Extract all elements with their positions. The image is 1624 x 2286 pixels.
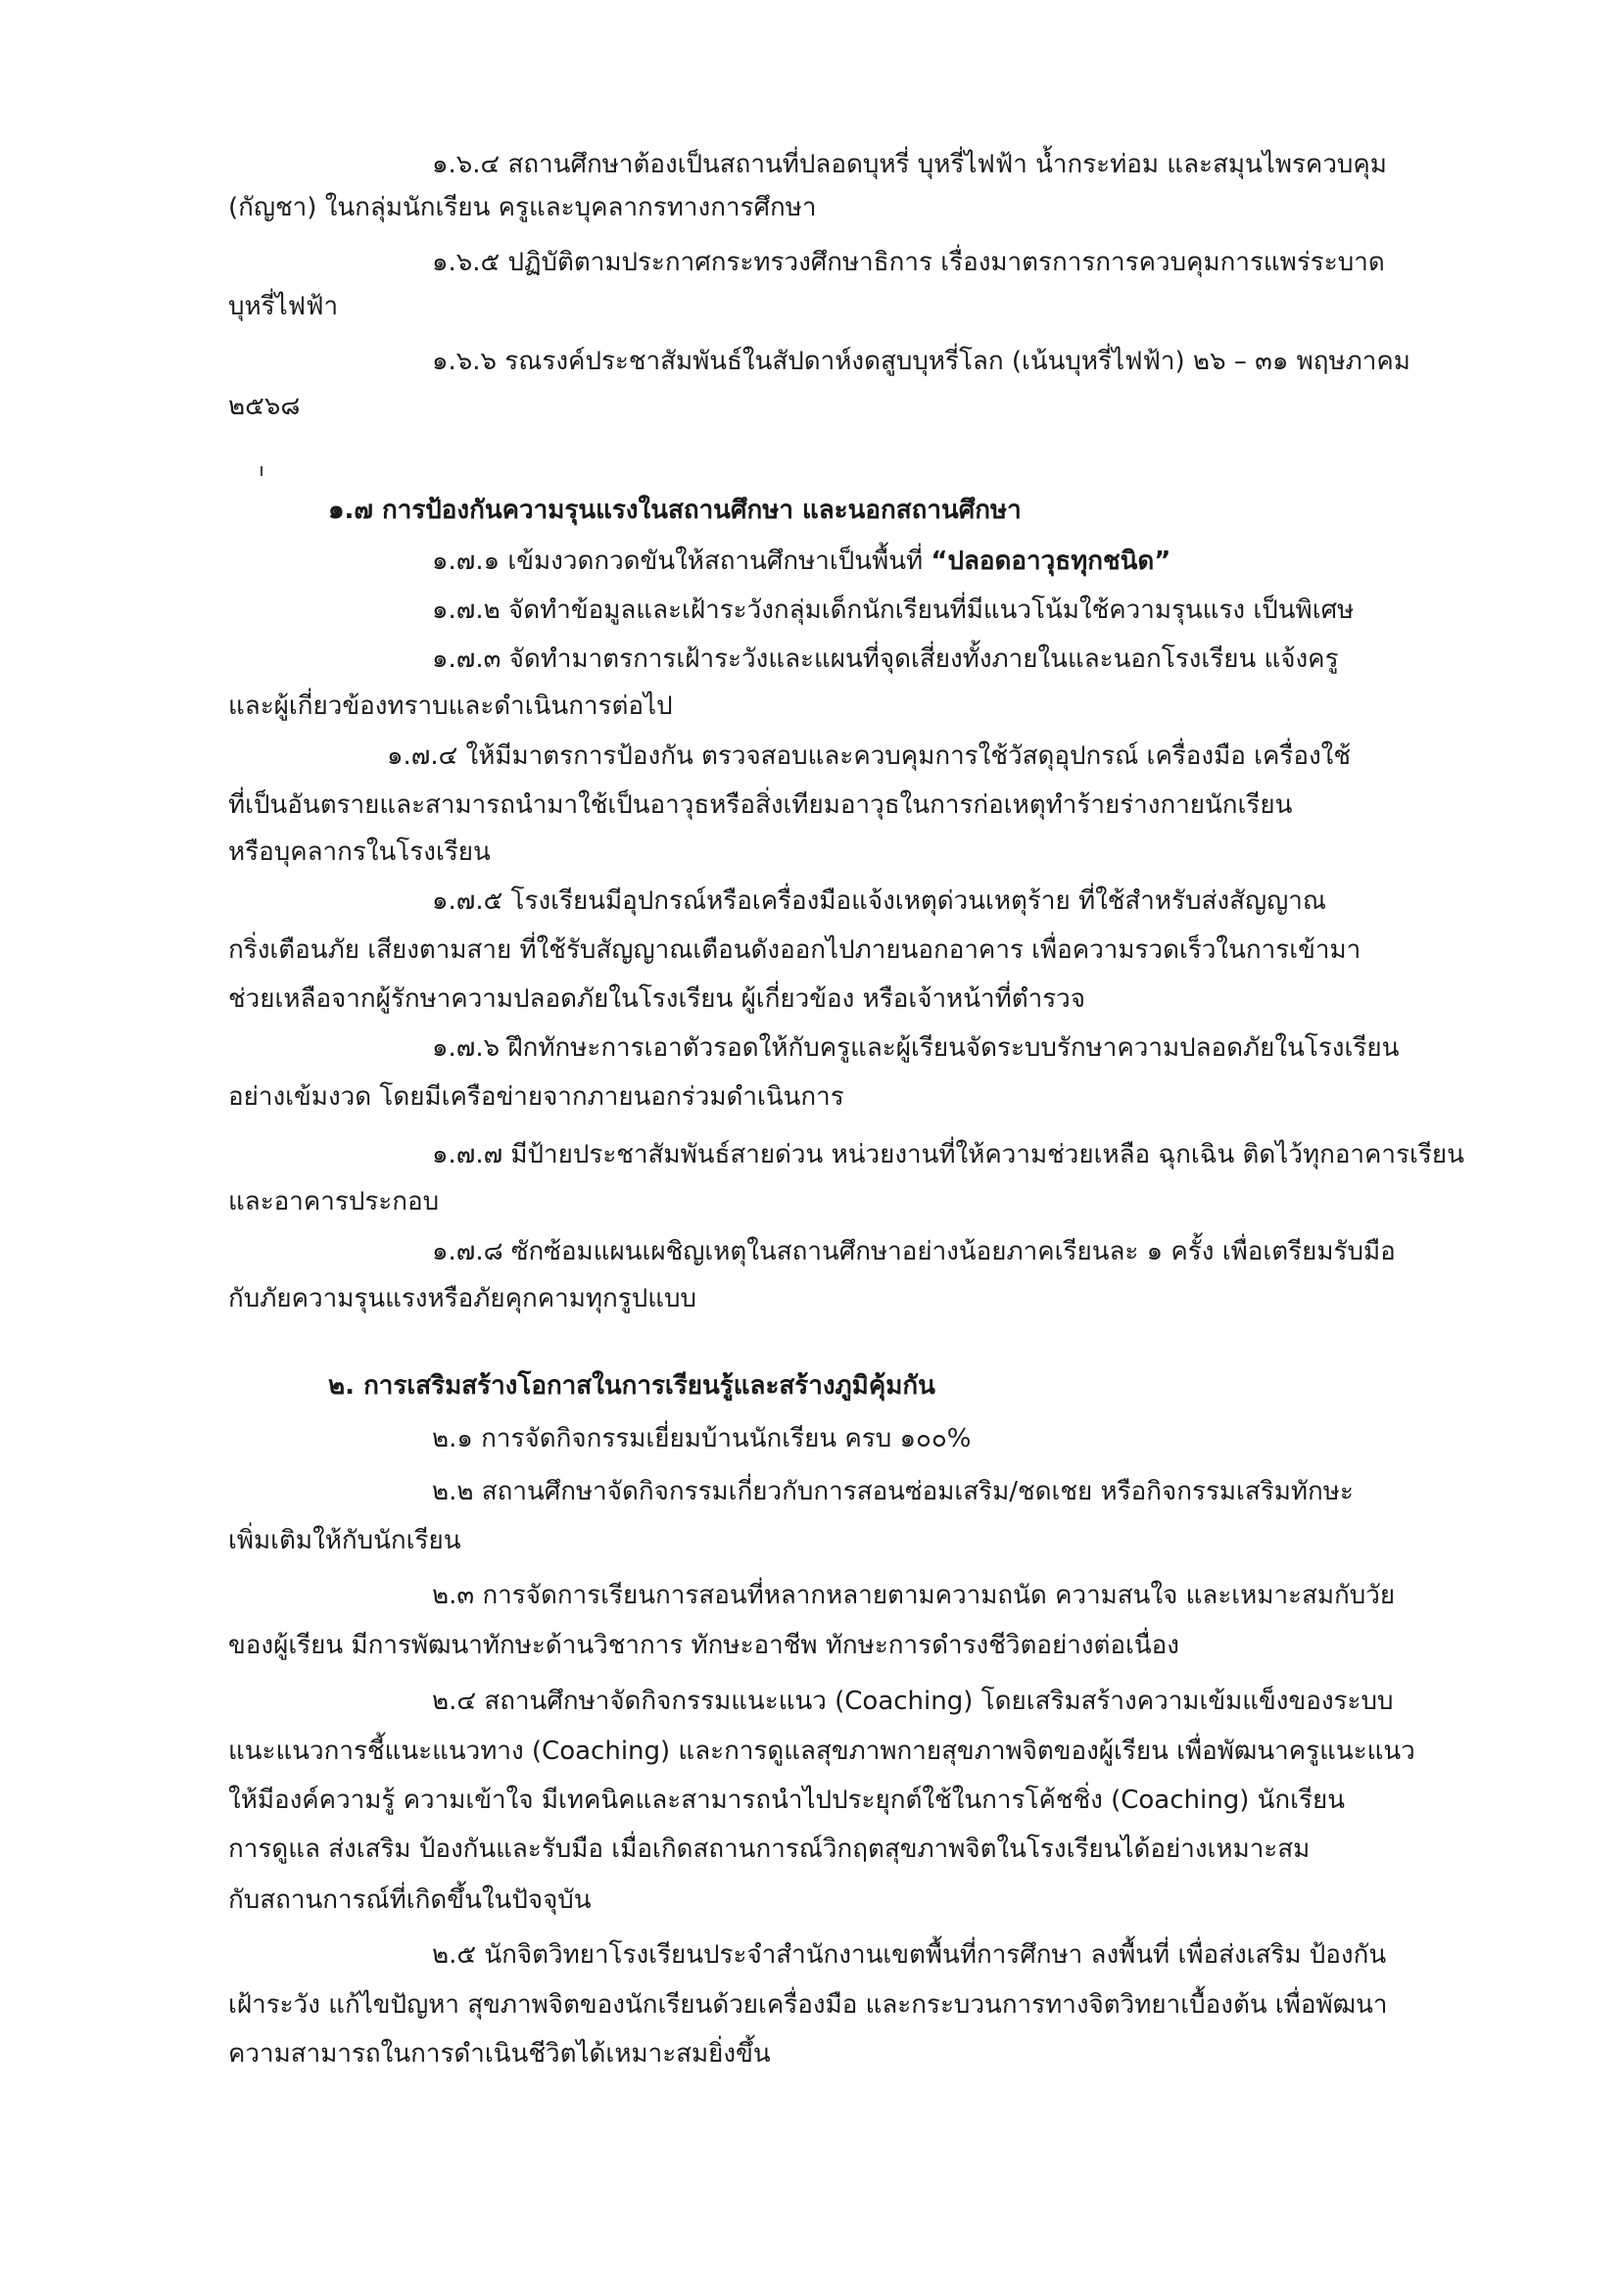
item-1-6-6: ๑.๖.๖ รณรงค์ประชาสัมพันธ์ในสัปดาห์งดสูบบุหรี่โลก (เน้นบุหรี่ไฟฟ้า) ๒๖ – ๓๑ พฤษภาคม	[432, 347, 1410, 376]
item-1-7-1-text: ๑.๗.๑ เข้มงวดกวดขันให้สถานศึกษาเป็นพื้นที่	[432, 547, 924, 576]
item-1-7-6: ๑.๗.๖ ฝึกทักษะการเอาตัวรอดให้กับครูและผู้เรียนจัดระบบรักษาความปลอดภัยในโรงเรียน	[432, 1033, 1400, 1063]
item-2-4-cont-3: การดูแล ส่งเสริม ป้องกันและรับมือ เมื่อเกิดสถานการณ์วิกฤตสุขภาพจิตในโรงเรียนได้อย่างเหมาะสม	[228, 1834, 1311, 1864]
item-2-4-cont: แนะแนวการชี้แนะแนวทาง (Coaching) และการดูแลสุขภาพกายสุขภาพจิตของผู้เรียน เพื่อพัฒนาครูแนะแนว	[228, 1737, 1415, 1766]
item-1-7-4-cont: ที่เป็นอันตรายและสามารถนำมาใช้เป็นอาวุธหรือสิ่งเทียมอาวุธในการก่อเหตุทำร้ายร่างกายนักเรียน	[228, 790, 1293, 820]
item-1-7-7: ๑.๗.๗ มีป้ายประชาสัมพันธ์สายด่วน หน่วยงานที่ให้ความช่วยเหลือ ฉุกเฉิน ติดไว้ทุกอาคารเรียน	[432, 1140, 1464, 1169]
item-2-5-cont: เฝ้าระวัง แก้ไขปัญหา สุขภาพจิตของนักเรียนด้วยเครื่องมือ และกระบวนการทางจิตวิทยาเบื้องต้น เพื่อพัฒนา	[228, 1990, 1388, 2020]
item-1-7-1	[0, 542, 1624, 583]
item-1-6-4: ๑.๖.๔ สถานศึกษาต้องเป็นสถานที่ปลอดบุหรี่ บุหรี่ไฟฟ้า น้ำกระท่อม และสมุนไพรควบคุม	[432, 150, 1387, 179]
section-heading-2: ๒. การเสริมสร้างโอกาสในการเรียนรู้และสร้างภูมิคุ้มกัน	[328, 1371, 935, 1401]
item-1-7-3-cont: และผู้เกี่ยวข้องทราบและดำเนินการต่อไป	[228, 691, 673, 721]
item-1-7-7-cont: และอาคารประกอบ	[228, 1187, 440, 1216]
section-heading-1-7: ๑.๗ การป้องกันความรุนแรงในสถานศึกษา และนอกสถานศึกษา	[328, 496, 1022, 525]
item-2-1: ๒.๑ การจัดกิจกรรมเยี่ยมบ้านนักเรียน ครบ ๑๐๐%	[432, 1424, 972, 1453]
item-2-4-cont-2: ให้มีองค์ความรู้ ความเข้าใจ มีเทคนิคและสามารถนำไปประยุกต์ใช้ในการโค้ชชิ่ง (Coaching) นักเรียน	[228, 1786, 1345, 1815]
item-2-2: ๒.๒ สถานศึกษาจัดกิจกรรมเกี่ยวกับการสอนซ่อมเสริม/ชดเชย หรือกิจกรรมเสริมทักษะ	[432, 1477, 1354, 1506]
weapon-free-emphasis: “ปลอดอาวุธทุกชนิด”	[931, 547, 1171, 576]
item-1-6-5: ๑.๖.๕ ปฏิบัติตามประกาศกระทรวงศึกษาธิการ เรื่องมาตรการการควบคุมการแพร่ระบาด	[432, 248, 1385, 277]
item-1-7-4: ๑.๗.๔ ให้มีมาตรการป้องกัน ตรวจสอบและควบคุมการใช้วัสดุอุปกรณ์ เครื่องมือ เครื่องใช้	[387, 741, 1352, 771]
item-1-7-5: ๑.๗.๕ โรงเรียนมีอุปกรณ์หรือเครื่องมือแจ้งเหตุด่วนเหตุร้าย ที่ใช้สำหรับส่งสัญญาณ	[432, 886, 1326, 916]
item-1-7-2: ๑.๗.๒ จัดทำข้อมูลและเฝ้าระวังกลุ่มเด็กนักเรียนที่มีแนวโน้มใช้ความรุนแรง เป็นพิเศษ	[432, 595, 1355, 625]
item-1-7-8: ๑.๗.๘ ซักซ้อมแผนเผชิญเหตุในสถานศึกษาอย่างน้อยภาคเรียนละ ๑ ครั้ง เพื่อเตรียมรับมือ	[432, 1237, 1396, 1266]
item-2-4-cont-4: กับสถานการณ์ที่เกิดขึ้นในปัจจุบัน	[228, 1885, 592, 1915]
scan-mark	[261, 466, 263, 476]
item-1-6-6-cont: ๒๕๖๘	[228, 392, 301, 421]
item-1-6-4-cont: (กัญชา) ในกลุ่มนักเรียน ครูและบุคลากรทางการศึกษา	[228, 193, 817, 222]
item-1-7-5-cont: กริ่งเตือนภัย เสียงตามสาย ที่ใช้รับสัญญาณเตือนดังออกไปภายนอกอาคาร เพื่อความรวดเร็วในการเข้ามา	[228, 935, 1361, 965]
item-2-3-cont: ของผู้เรียน มีการพัฒนาทักษะด้านวิชาการ ทักษะอาชีพ ทักษะการดำรงชีวิตอย่างต่อเนื่อง	[228, 1631, 1179, 1660]
item-1-7-4-cont-2: หรือบุคลากรในโรงเรียน	[228, 837, 491, 867]
item-1-7-6-cont: อย่างเข้มงวด โดยมีเครือข่ายจากภายนอกร่วมดำเนินการ	[228, 1082, 844, 1112]
item-1-6-5-cont: บุหรี่ไฟฟ้า	[228, 292, 339, 321]
item-2-5: ๒.๕ นักจิตวิทยาโรงเรียนประจำสำนักงานเขตพื้นที่การศึกษา ลงพื้นที่ เพื่อส่งเสริม ป้องกัน	[432, 1940, 1387, 1970]
item-1-7-8-cont: กับภัยความรุนแรงหรือภัยคุกคามทุกรูปแบบ	[228, 1284, 696, 1313]
item-2-2-cont: เพิ่มเติมให้กับนักเรียน	[228, 1526, 461, 1555]
item-2-4: ๒.๔ สถานศึกษาจัดกิจกรรมแนะแนว (Coaching) โดยเสริมสร้างความเข้มแข็งของระบบ	[432, 1687, 1394, 1716]
item-2-3: ๒.๓ การจัดการเรียนการสอนที่หลากหลายตามความถนัด ความสนใจ และเหมาะสมกับวัย	[432, 1581, 1396, 1610]
item-1-7-5-cont-2: ช่วยเหลือจากผู้รักษาความปลอดภัยในโรงเรียน ผู้เกี่ยวข้อง หรือเจ้าหน้าที่ตำรวจ	[228, 984, 1085, 1014]
item-1-7-3: ๑.๗.๓ จัดทำมาตรการเฝ้าระวังและแผนที่จุดเสี่ยงทั้งภายในและนอกโรงเรียน แจ้งครู	[432, 644, 1339, 674]
item-2-5-cont-2: ความสามารถในการดำเนินชีวิตได้เหมาะสมยิ่งขึ้น	[228, 2039, 771, 2069]
